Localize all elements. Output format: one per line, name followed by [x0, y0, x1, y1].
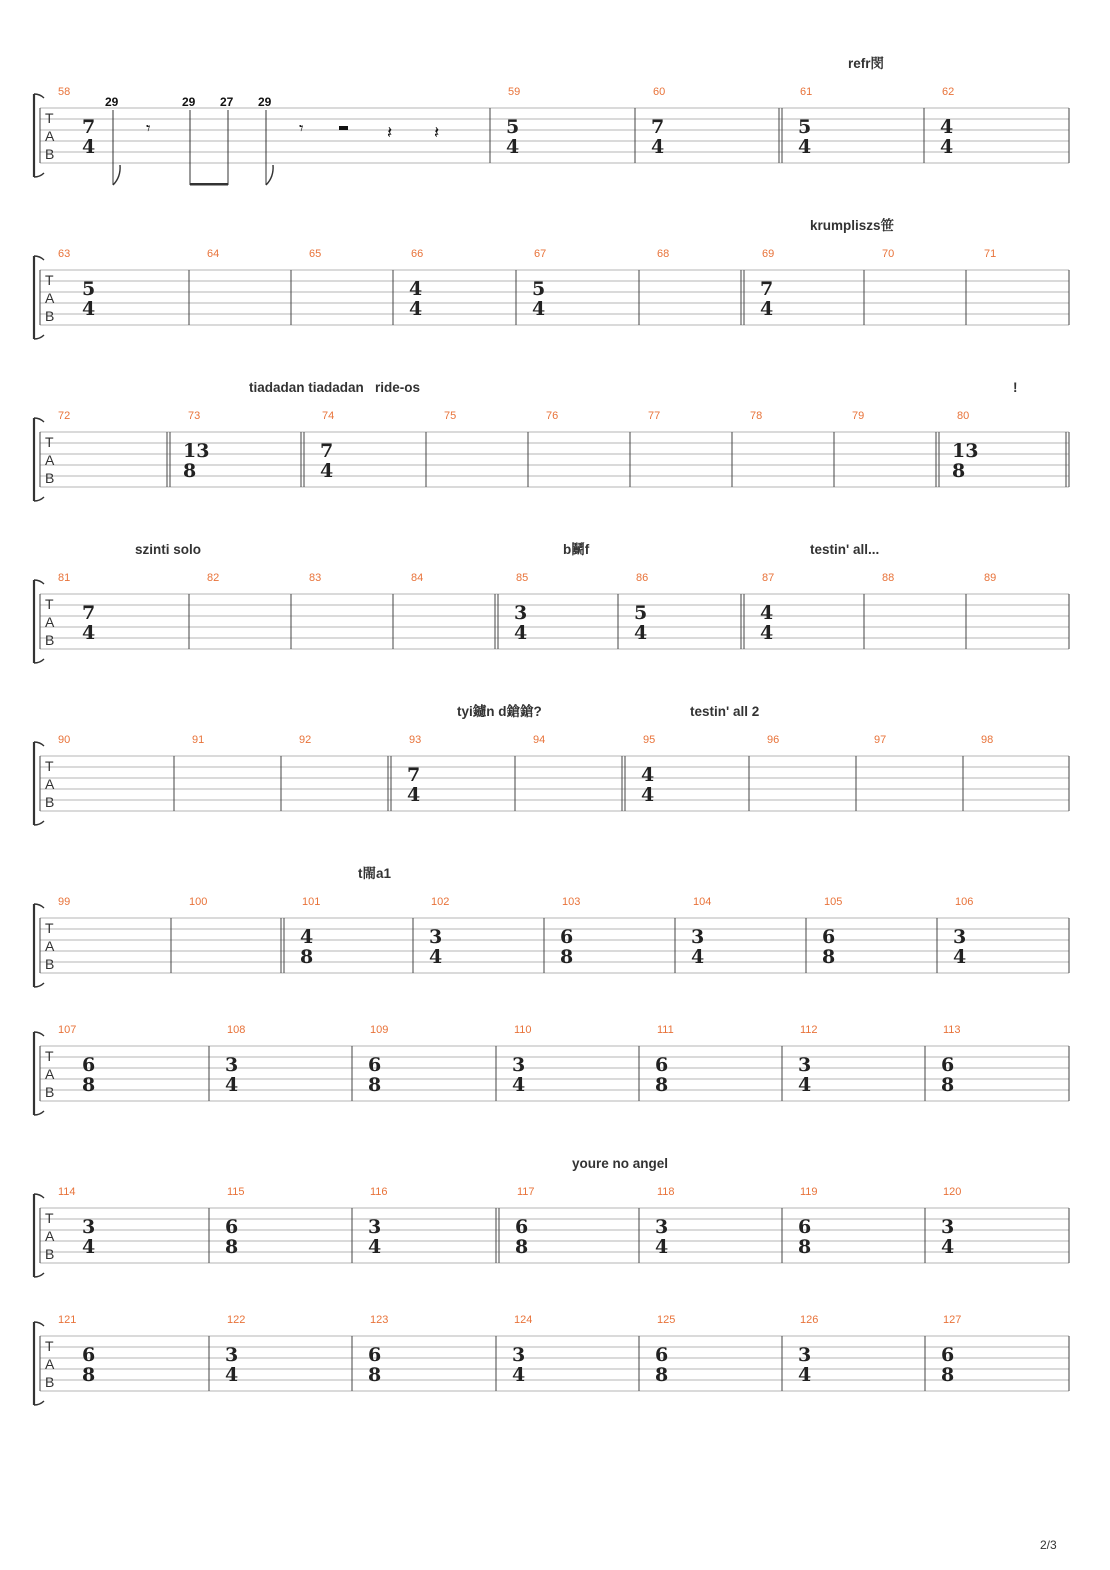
time-sig-denominator: 8	[941, 1074, 955, 1096]
time-sig-numerator: 6	[82, 1054, 96, 1076]
time-sig-numerator: 5	[798, 116, 812, 138]
time-sig-numerator: 13	[952, 440, 979, 462]
time-sig-denominator: 8	[560, 946, 574, 968]
page-number: 2/3	[1040, 1538, 1057, 1552]
tab-clef-letter: B	[45, 146, 55, 162]
tab-clef-letter: B	[45, 1246, 55, 1262]
tab-clef-letter: A	[45, 290, 55, 306]
measure-number: 106	[955, 896, 974, 908]
section-label: t閙a1	[358, 866, 392, 881]
time-sig-numerator: 3	[655, 1216, 669, 1238]
measure-number: 75	[444, 410, 457, 422]
measure-number: 69	[762, 248, 775, 260]
measure-number: 100	[189, 896, 208, 908]
time-sig-numerator: 4	[300, 926, 314, 948]
measure-number: 112	[800, 1024, 818, 1036]
time-sig-numerator: 6	[941, 1344, 955, 1366]
measure-number: 78	[750, 410, 763, 422]
tab-clef-letter: T	[45, 1210, 54, 1226]
system-bracket-hook	[34, 418, 44, 422]
time-sig-numerator: 6	[515, 1216, 529, 1238]
time-sig-denominator: 4	[940, 136, 954, 158]
note-flag	[113, 165, 120, 185]
measure-number: 90	[58, 734, 71, 746]
system-bracket-hook	[34, 1194, 44, 1198]
measure-number: 86	[636, 572, 649, 584]
measure-number: 70	[882, 248, 895, 260]
tab-clef-letter: B	[45, 470, 55, 486]
measure-number: 83	[309, 572, 322, 584]
half-rest	[339, 126, 348, 130]
time-sig-numerator: 6	[368, 1054, 382, 1076]
time-sig-denominator: 8	[798, 1236, 812, 1258]
measure-number: 111	[657, 1024, 674, 1036]
tab-clef-letter: T	[45, 272, 54, 288]
measure-number: 95	[643, 734, 656, 746]
time-sig-denominator: 8	[300, 946, 314, 968]
tab-clef-letter: A	[45, 1356, 55, 1372]
measure-number: 68	[657, 248, 670, 260]
time-sig-denominator: 4	[760, 622, 774, 644]
measure-number: 64	[207, 248, 220, 260]
time-sig-denominator: 8	[822, 946, 836, 968]
tab-clef-letter: T	[45, 434, 54, 450]
time-sig-numerator: 6	[560, 926, 574, 948]
time-sig-denominator: 4	[368, 1236, 382, 1258]
measure-number: 92	[299, 734, 312, 746]
measure-number: 62	[942, 86, 955, 98]
system-bracket-hook	[34, 742, 44, 746]
system-bracket-hook	[34, 1032, 44, 1036]
section-label: tyi鑢n d鎗鎗?	[457, 704, 542, 719]
system-bracket-hook	[34, 256, 44, 260]
time-sig-numerator: 3	[429, 926, 443, 948]
measure-number: 105	[824, 896, 843, 908]
tab-clef-letter: A	[45, 128, 55, 144]
measure-number: 77	[648, 410, 661, 422]
measure-number: 85	[516, 572, 529, 584]
time-sig-numerator: 3	[512, 1054, 526, 1076]
tab-clef-letter: A	[45, 938, 55, 954]
time-sig-denominator: 8	[225, 1236, 239, 1258]
measure-number: 76	[546, 410, 559, 422]
time-sig-numerator: 3	[798, 1344, 812, 1366]
section-label: !	[1013, 380, 1018, 395]
time-sig-denominator: 4	[532, 298, 546, 320]
time-sig-numerator: 4	[940, 116, 954, 138]
measure-number: 98	[981, 734, 994, 746]
system-bracket-hook	[34, 1322, 44, 1326]
measure-number: 81	[58, 572, 71, 584]
time-sig-denominator: 8	[655, 1074, 669, 1096]
section-label: testin' all 2	[690, 704, 760, 719]
quarter-rest: 𝄽	[434, 123, 440, 143]
measure-number: 66	[411, 248, 424, 260]
measure-number: 61	[800, 86, 813, 98]
measure-number: 87	[762, 572, 775, 584]
tab-clef-letter: B	[45, 632, 55, 648]
tab-clef-letter: B	[45, 956, 55, 972]
measure-number: 88	[882, 572, 895, 584]
time-sig-numerator: 3	[82, 1216, 96, 1238]
measure-number: 82	[207, 572, 220, 584]
time-sig-denominator: 4	[82, 622, 96, 644]
measure-number: 84	[411, 572, 424, 584]
time-sig-denominator: 4	[798, 136, 812, 158]
section-label: youre no angel	[572, 1156, 669, 1171]
time-sig-denominator: 4	[429, 946, 443, 968]
time-sig-denominator: 8	[368, 1364, 382, 1386]
time-sig-numerator: 3	[368, 1216, 382, 1238]
time-sig-denominator: 4	[798, 1074, 812, 1096]
measure-number: 65	[309, 248, 322, 260]
fret-number: 29	[182, 95, 196, 109]
time-sig-denominator: 4	[514, 622, 528, 644]
time-sig-numerator: 4	[760, 602, 774, 624]
time-sig-denominator: 4	[760, 298, 774, 320]
measure-number: 115	[227, 1186, 245, 1198]
time-sig-numerator: 6	[368, 1344, 382, 1366]
time-sig-numerator: 5	[532, 278, 546, 300]
time-sig-numerator: 6	[82, 1344, 96, 1366]
tab-clef-letter: T	[45, 110, 54, 126]
measure-number: 73	[188, 410, 201, 422]
time-sig-numerator: 5	[82, 278, 96, 300]
measure-number: 123	[370, 1314, 389, 1326]
measure-number: 59	[508, 86, 521, 98]
measure-number: 126	[800, 1314, 819, 1326]
time-sig-denominator: 4	[82, 298, 96, 320]
measure-number: 80	[957, 410, 970, 422]
time-sig-numerator: 4	[641, 764, 655, 786]
tab-clef-letter: B	[45, 308, 55, 324]
system-bracket-hook	[34, 1401, 44, 1405]
section-label: krumpliszs笹	[810, 218, 895, 233]
measure-number: 127	[943, 1314, 962, 1326]
fret-number: 29	[105, 95, 119, 109]
measure-number: 63	[58, 248, 71, 260]
measure-number: 89	[984, 572, 997, 584]
measure-number: 97	[874, 734, 887, 746]
tab-clef-letter: B	[45, 1084, 55, 1100]
tab-clef-letter: A	[45, 776, 55, 792]
time-sig-numerator: 5	[506, 116, 520, 138]
time-sig-denominator: 4	[641, 784, 655, 806]
time-sig-denominator: 4	[691, 946, 705, 968]
time-sig-denominator: 4	[82, 1236, 96, 1258]
time-sig-denominator: 4	[225, 1074, 239, 1096]
eighth-rest: 𝄾	[146, 119, 151, 139]
measure-number: 124	[514, 1314, 533, 1326]
tab-clef-letter: A	[45, 452, 55, 468]
section-label: ride-os	[375, 380, 421, 395]
measure-number: 79	[852, 410, 865, 422]
measure-number: 110	[514, 1024, 532, 1036]
measure-number: 67	[534, 248, 547, 260]
system-bracket-hook	[34, 1111, 44, 1115]
time-sig-denominator: 4	[506, 136, 520, 158]
time-sig-numerator: 5	[634, 602, 648, 624]
system-bracket-hook	[34, 1273, 44, 1277]
measure-number: 119	[800, 1186, 818, 1198]
time-sig-numerator: 7	[651, 116, 665, 138]
time-sig-numerator: 6	[798, 1216, 812, 1238]
measure-number: 94	[533, 734, 546, 746]
time-sig-numerator: 3	[512, 1344, 526, 1366]
time-sig-denominator: 8	[952, 460, 966, 482]
measure-number: 93	[409, 734, 422, 746]
measure-number: 99	[58, 896, 71, 908]
time-sig-numerator: 3	[691, 926, 705, 948]
time-sig-numerator: 3	[798, 1054, 812, 1076]
section-label: tiadadan tiadadan	[249, 380, 364, 395]
measure-number: 96	[767, 734, 780, 746]
time-sig-denominator: 8	[941, 1364, 955, 1386]
time-sig-denominator: 4	[407, 784, 421, 806]
measure-number: 91	[192, 734, 205, 746]
tab-clef-letter: B	[45, 794, 55, 810]
tab-clef-letter: B	[45, 1374, 55, 1390]
system-bracket-hook	[34, 904, 44, 908]
measure-number: 103	[562, 896, 581, 908]
time-sig-numerator: 4	[409, 278, 423, 300]
section-label: refr閔	[848, 56, 885, 71]
system-bracket-hook	[34, 821, 44, 825]
measure-number: 104	[693, 896, 712, 908]
time-sig-numerator: 6	[655, 1054, 669, 1076]
time-sig-denominator: 4	[512, 1074, 526, 1096]
measure-number: 58	[58, 86, 71, 98]
time-sig-numerator: 6	[822, 926, 836, 948]
tab-clef-letter: T	[45, 920, 54, 936]
quarter-rest: 𝄽	[387, 123, 393, 143]
system-bracket-hook	[34, 497, 44, 501]
time-sig-denominator: 8	[368, 1074, 382, 1096]
tab-clef-letter: T	[45, 1048, 54, 1064]
measure-number: 101	[302, 896, 321, 908]
time-sig-denominator: 4	[655, 1236, 669, 1258]
time-sig-numerator: 6	[225, 1216, 239, 1238]
time-sig-denominator: 8	[655, 1364, 669, 1386]
time-sig-denominator: 4	[225, 1364, 239, 1386]
time-sig-denominator: 4	[651, 136, 665, 158]
tab-clef-letter: A	[45, 1066, 55, 1082]
system-bracket-hook	[34, 335, 44, 339]
measure-number: 122	[227, 1314, 246, 1326]
time-sig-numerator: 3	[514, 602, 528, 624]
time-sig-numerator: 6	[655, 1344, 669, 1366]
tab-clef-letter: T	[45, 758, 54, 774]
measure-number: 107	[58, 1024, 77, 1036]
time-sig-numerator: 3	[225, 1344, 239, 1366]
system-bracket-hook	[34, 659, 44, 663]
time-sig-numerator: 7	[82, 116, 96, 138]
note-beam	[190, 183, 228, 186]
measure-number: 72	[58, 410, 71, 422]
time-sig-numerator: 7	[760, 278, 774, 300]
tab-clef-letter: T	[45, 596, 54, 612]
section-label: szinti solo	[135, 542, 202, 557]
measure-number: 117	[517, 1186, 535, 1198]
measure-number: 109	[370, 1024, 389, 1036]
time-sig-denominator: 4	[320, 460, 334, 482]
measure-number: 120	[943, 1186, 962, 1198]
measure-number: 108	[227, 1024, 246, 1036]
time-sig-denominator: 8	[82, 1074, 96, 1096]
time-sig-denominator: 4	[409, 298, 423, 320]
measure-number: 71	[984, 248, 997, 260]
time-sig-numerator: 3	[941, 1216, 955, 1238]
time-sig-denominator: 4	[634, 622, 648, 644]
time-sig-numerator: 3	[953, 926, 967, 948]
measure-number: 102	[431, 896, 450, 908]
system-bracket-hook	[34, 94, 44, 98]
time-sig-denominator: 4	[941, 1236, 955, 1258]
tab-clef-letter: A	[45, 614, 55, 630]
time-sig-denominator: 8	[515, 1236, 529, 1258]
time-sig-denominator: 4	[512, 1364, 526, 1386]
system-bracket-hook	[34, 173, 44, 177]
time-sig-denominator: 8	[82, 1364, 96, 1386]
system-bracket-hook	[34, 983, 44, 987]
fret-number: 27	[220, 95, 234, 109]
time-sig-numerator: 7	[82, 602, 96, 624]
fret-number: 29	[258, 95, 272, 109]
tab-clef-letter: A	[45, 1228, 55, 1244]
measure-number: 118	[657, 1186, 675, 1198]
time-sig-numerator: 7	[320, 440, 334, 462]
time-sig-numerator: 13	[183, 440, 210, 462]
note-flag	[266, 165, 273, 185]
section-label: testin' all...	[810, 542, 880, 557]
measure-number: 74	[322, 410, 335, 422]
time-sig-denominator: 4	[82, 136, 96, 158]
time-sig-denominator: 4	[953, 946, 967, 968]
time-sig-denominator: 4	[798, 1364, 812, 1386]
section-label: b鬭f	[563, 542, 590, 557]
eighth-rest: 𝄾	[299, 119, 304, 139]
measure-number: 125	[657, 1314, 676, 1326]
measure-number: 116	[370, 1186, 388, 1198]
time-sig-numerator: 6	[941, 1054, 955, 1076]
tab-clef-letter: T	[45, 1338, 54, 1354]
time-sig-numerator: 3	[225, 1054, 239, 1076]
time-sig-numerator: 7	[407, 764, 421, 786]
measure-number: 60	[653, 86, 666, 98]
measure-number: 121	[58, 1314, 77, 1326]
measure-number: 113	[943, 1024, 961, 1036]
measure-number: 114	[58, 1186, 76, 1198]
time-sig-denominator: 8	[183, 460, 197, 482]
system-bracket-hook	[34, 580, 44, 584]
